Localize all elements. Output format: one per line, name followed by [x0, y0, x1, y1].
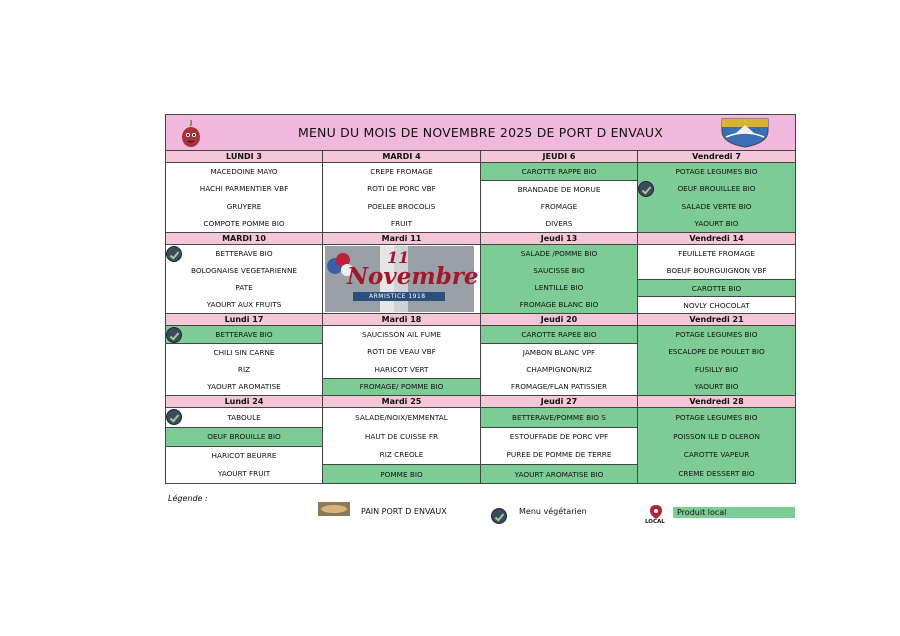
menu-item: POELEE BROCOLIS: [367, 201, 436, 211]
poster-day: 11: [387, 248, 410, 267]
menu-item: YAOURT AUX FRUITS: [206, 300, 282, 309]
menu-item: POTAGE LEGUMES BIO: [638, 326, 795, 343]
menu-item: CAROTTE BIO: [638, 279, 795, 296]
title-band: [166, 115, 795, 151]
legend-local-badge: LOCAL: [645, 519, 665, 525]
menu-item: POTAGE LEGUMES BIO: [638, 163, 795, 180]
day-header: Lundi 17: [166, 313, 322, 326]
menu-item: CAROTTE RAPEE BIO: [481, 326, 637, 343]
page-title: MENU DU MOIS DE NOVEMBRE 2025 DE PORT D ENVAUX: [297, 125, 664, 140]
menu-item: SAUCISSE BIO: [481, 262, 637, 279]
day-column: [638, 150, 795, 483]
menu-item: LENTILLE BIO: [481, 279, 637, 296]
menu-item: CHILI SIN CARNE: [166, 343, 322, 360]
menu-item: SALADE VERTE BIO: [638, 198, 795, 215]
menu-item: OEUF BROUILLEE BIO: [638, 180, 795, 197]
menu-item: PATE: [235, 283, 253, 292]
vegetarian-icon: [166, 327, 182, 343]
menu-item: GRUYERE: [226, 201, 262, 211]
day-header: Mardi 25: [323, 395, 480, 408]
menu-item: CREME DESSERT BIO: [638, 464, 795, 483]
day-header: MARDI 10: [166, 232, 322, 245]
menu-table: [165, 114, 796, 484]
menu-item: BOEUF BOURGUIGNON VBF: [666, 266, 767, 275]
day-header: JEUDI 6: [481, 150, 637, 163]
menu-item: NOVLY CHOCOLAT: [638, 296, 795, 313]
menu-item: JAMBON BLANC VPF: [481, 343, 637, 360]
menu-item: POTAGE LEGUMES BIO: [638, 408, 795, 427]
menu-item: BETTERAVE/POMME BIO S: [481, 408, 637, 427]
menu-item: SALADE/NOIX/EMMENTAL: [355, 412, 448, 422]
day-header: Vendredi 7: [638, 150, 795, 163]
menu-item: TABOULE: [227, 412, 261, 422]
menu-item: OEUF BROUILLE BIO: [166, 427, 322, 446]
poster-month: Novembre: [347, 263, 479, 290]
menu-item: CREPE FROMAGE: [370, 167, 433, 177]
day-header: Mardi 11: [323, 232, 480, 245]
menu-item: HACHI PARMENTIER VBF: [199, 184, 289, 194]
day-column: [166, 150, 323, 483]
menu-item: YAOURT AROMATISE BIO: [481, 464, 637, 483]
menu-item: CAROTTE VAPEUR: [638, 446, 795, 465]
menu-item: ESTOUFFADE DE PORC VPF: [481, 427, 637, 446]
menu-item: YAOURT AROMATISE: [207, 381, 281, 391]
day-column: [481, 150, 638, 483]
menu-item: BETTERAVE BIO: [215, 249, 273, 258]
menu-item: PUREE DE POMME DE TERRE: [506, 450, 612, 460]
menu-item: FROMAGE/ POMME BIO: [323, 378, 480, 395]
day-header: Vendredi 28: [638, 395, 795, 408]
menu-item: MACEDOINE MAYO: [210, 167, 278, 177]
menu-item: SALADE /POMME BIO: [481, 245, 637, 262]
menu-item: COMPOTE POMME BIO: [203, 218, 285, 228]
menu-item: HARICOT VERT: [374, 364, 429, 374]
menu-item: SAUCISSON AIL FUME: [361, 330, 442, 340]
legend-label: Légende :: [168, 494, 208, 503]
town-crest-icon: [718, 117, 772, 148]
menu-item: YAOURT FRUIT: [217, 469, 271, 479]
vegetarian-icon: [166, 409, 182, 425]
menu-item: YAOURT BIO: [638, 215, 795, 232]
menu-item: FROMAGE: [540, 201, 578, 211]
menu-item: RIZ CREOLE: [379, 450, 424, 460]
menu-item: POMME BIO: [323, 464, 480, 483]
menu-item: BETTERAVE BIO: [166, 326, 322, 343]
menu-item: ROTI DE PORC VBF: [367, 184, 436, 194]
menu-item: ROTI DE VEAU VBF: [367, 347, 436, 357]
menu-item: CHAMPIGNON/RIZ: [526, 364, 592, 374]
legend-bread-text: PAIN PORT D ENVAUX: [361, 507, 447, 516]
day-header: Lundi 24: [166, 395, 322, 408]
legend-local-text: Produit local: [673, 507, 795, 518]
day-header: MARDI 4: [323, 150, 480, 163]
menu-item: BRANDADE DE MORUE: [481, 180, 637, 197]
day-column: [323, 150, 481, 483]
menu-item: FRUIT: [390, 218, 413, 228]
poster-subtitle: ARMISTICE 1918: [369, 293, 426, 300]
day-header: Vendredi 21: [638, 313, 795, 326]
day-header: Jeudi 13: [481, 232, 637, 245]
menu-item: BOLOGNAISE VEGETARIENNE: [190, 266, 298, 275]
menu-item: CAROTTE RAPPE BIO: [481, 163, 637, 180]
vegetarian-icon: [491, 508, 507, 524]
menu-item: RIZ: [237, 364, 251, 374]
menu-item: FROMAGE/FLAN PATISSIER: [510, 381, 608, 391]
menu-item: HAUT DE CUISSE FR: [364, 431, 439, 441]
menu-item: FROMAGE BLANC BIO: [481, 296, 637, 313]
menu-item: FEUILLETE FROMAGE: [678, 249, 755, 258]
menu-item: HARICOT BEURRE: [166, 446, 322, 465]
day-header: Jeudi 27: [481, 395, 637, 408]
legend-veg-text: Menu végétarien: [519, 507, 587, 516]
day-header: Jeudi 20: [481, 313, 637, 326]
menu-item: DIVERS: [545, 218, 573, 228]
day-header: LUNDI 3: [166, 150, 322, 163]
vegetarian-icon: [166, 246, 182, 262]
local-pin-icon: [648, 504, 664, 520]
menu-item: ESCALOPE DE POULET BIO: [638, 343, 795, 360]
bread-icon: [318, 502, 350, 516]
armistice-poster: [325, 246, 479, 312]
day-header: Vendredi 14: [638, 232, 795, 245]
menu-item: YAOURT BIO: [638, 378, 795, 395]
menu-item: POISSON ILE D OLERON: [638, 427, 795, 446]
day-header: Mardi 18: [323, 313, 480, 326]
menu-item: FUSILLY BIO: [638, 361, 795, 378]
